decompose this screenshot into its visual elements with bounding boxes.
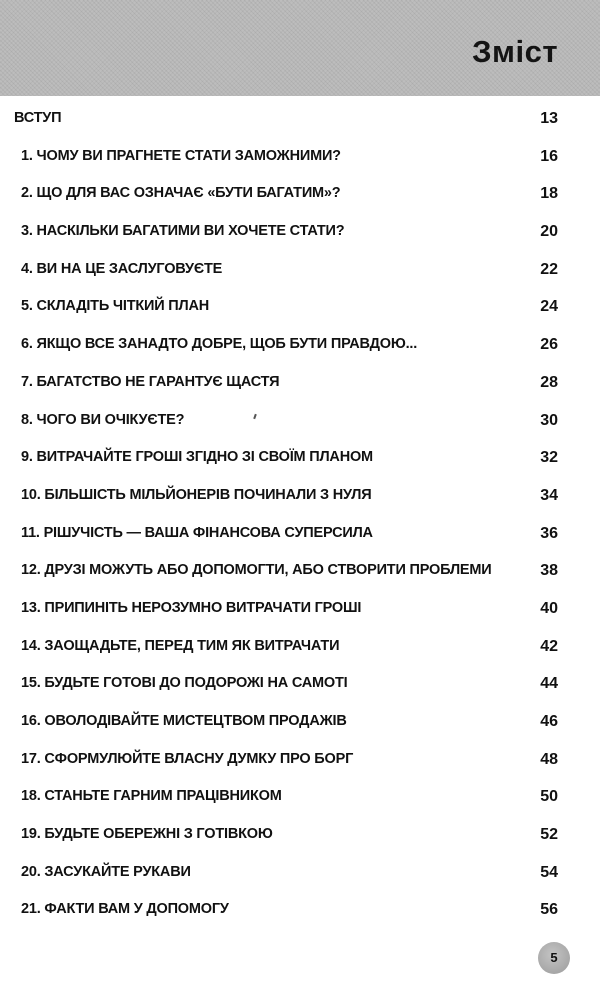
toc-entry [0, 816, 600, 854]
toc-entry-page: 44 [540, 675, 558, 693]
toc-entry-title: 7. БАГАТСТВО НЕ ГАРАНТУЄ ЩАСТЯ [21, 373, 280, 390]
toc-entry-page: 36 [540, 524, 558, 542]
toc-entry-title: 1. ЧОМУ ВИ ПРАГНЕТЕ СТАТИ ЗАМОЖНИМИ? [21, 147, 341, 164]
toc-entry-page: 20 [540, 223, 558, 241]
toc-entry-title: 11. РІШУЧІСТЬ — ВАША ФІНАНСОВА СУПЕРСИЛА [21, 524, 373, 541]
toc-entry-title: 20. ЗАСУКАЙТЕ РУКАВИ [21, 863, 191, 880]
toc-entry-page: 40 [540, 599, 558, 617]
toc-entry-title: 17. СФОРМУЛЮЙТЕ ВЛАСНУ ДУМКУ ПРО БОРГ [21, 750, 354, 767]
toc-entry-page: 16 [540, 147, 558, 165]
toc-entry [0, 175, 600, 213]
toc-entry-page: 50 [540, 788, 558, 806]
toc-entry-page: 28 [540, 373, 558, 391]
toc-entry-page: 46 [540, 713, 558, 730]
toc-entry-page: 42 [540, 637, 558, 655]
toc-entry-title: 6. ЯКЩО ВСЕ ЗАНАДТО ДОБРЕ, ЩОБ БУТИ ПРАВДОЮ... [21, 336, 418, 353]
toc-entry-page: 52 [540, 826, 558, 844]
toc-entry-page: 30 [540, 411, 558, 429]
toc-entry-page: 18 [540, 185, 558, 203]
toc-entry-title: 16. ОВОЛОДІВАЙТЕ МИСТЕЦТВОМ ПРОДАЖІВ [21, 713, 347, 729]
toc-entry-page: 34 [540, 486, 558, 504]
toc-entry-title: 9. ВИТРАЧАЙТЕ ГРОШІ ЗГІДНО ЗІ СВОЇМ ПЛАНОМ [21, 449, 373, 466]
toc-entry [0, 288, 600, 326]
toc-entry-title: 13. ПРИПИНІТЬ НЕРОЗУМНО ВИТРАЧАТИ ГРОШІ [21, 599, 362, 616]
toc-entry [0, 402, 600, 440]
header-band [0, 0, 600, 96]
toc-entry-page: 56 [540, 901, 558, 919]
toc-entry-title: 3. НАСКІЛЬКИ БАГАТИМИ ВИ ХОЧЕТЕ СТАТИ? [21, 223, 345, 240]
toc-entry [0, 213, 600, 251]
toc-entry [0, 891, 600, 929]
toc-entry [0, 590, 600, 628]
toc-entry-page: 22 [540, 260, 558, 278]
toc-entry [0, 628, 600, 666]
toc-entry-title: 5. СКЛАДІТЬ ЧІТКИЙ ПЛАН [21, 298, 210, 315]
toc-entry [0, 477, 600, 515]
page-number-badge: 5 [538, 942, 570, 974]
toc-entry [0, 364, 600, 402]
toc-entry [0, 326, 600, 364]
toc-entry [0, 439, 600, 477]
toc-entry-title: 21. ФАКТИ ВАМ У ДОПОМОГУ [21, 901, 229, 918]
toc-entry-title: 8. ЧОГО ВИ ОЧІКУЄТЕ? [21, 411, 185, 428]
toc-entry-page: 48 [540, 750, 558, 768]
toc-entry-title: 19. БУДЬТЕ ОБЕРЕЖНІ З ГОТІВКОЮ [21, 826, 273, 843]
toc-entry-page: 24 [540, 298, 558, 316]
toc-entry-title: 4. ВИ НА ЦЕ ЗАСЛУГОВУЄТЕ [21, 260, 223, 277]
toc-entry-title: 10. БІЛЬШІСТЬ МІЛЬЙОНЕРІВ ПОЧИНАЛИ З НУЛЯ [21, 486, 372, 503]
toc-entry [0, 778, 600, 816]
toc-entry-page: 13 [540, 110, 558, 127]
toc-entry-title: 2. ЩО ДЛЯ ВАС ОЗНАЧАЄ «БУТИ БАГАТИМ»? [21, 185, 341, 202]
toc-entry [0, 515, 600, 553]
toc-entry-title: 14. ЗАОЩАДЬТЕ, ПЕРЕД ТИМ ЯК ВИТРАЧАТИ [21, 637, 340, 654]
toc-entry [0, 138, 600, 176]
toc-entry-page: 32 [540, 449, 558, 467]
page-title: Зміст [472, 34, 558, 69]
toc-entry-page: 38 [540, 562, 558, 580]
table-of-contents [0, 100, 600, 929]
toc-entry [0, 703, 600, 741]
toc-entry [0, 741, 600, 779]
toc-entry [0, 552, 600, 590]
toc-entry-title: 12. ДРУЗІ МОЖУТЬ АБО ДОПОМОГТИ, АБО СТВОРИТИ ПРОБЛЕМИ [21, 562, 492, 579]
toc-entry [0, 854, 600, 892]
toc-entry-intro [0, 100, 600, 138]
toc-entry-title: ВСТУП [14, 110, 62, 126]
toc-entry-page: 54 [540, 863, 558, 881]
toc-entry-title: 15. БУДЬТЕ ГОТОВІ ДО ПОДОРОЖІ НА САМОТІ [21, 675, 348, 692]
toc-entry [0, 251, 600, 289]
toc-entry-page: 26 [540, 336, 558, 354]
toc-entry-title: 18. СТАНЬТЕ ГАРНИМ ПРАЦІВНИКОМ [21, 788, 282, 805]
toc-entry [0, 665, 600, 703]
